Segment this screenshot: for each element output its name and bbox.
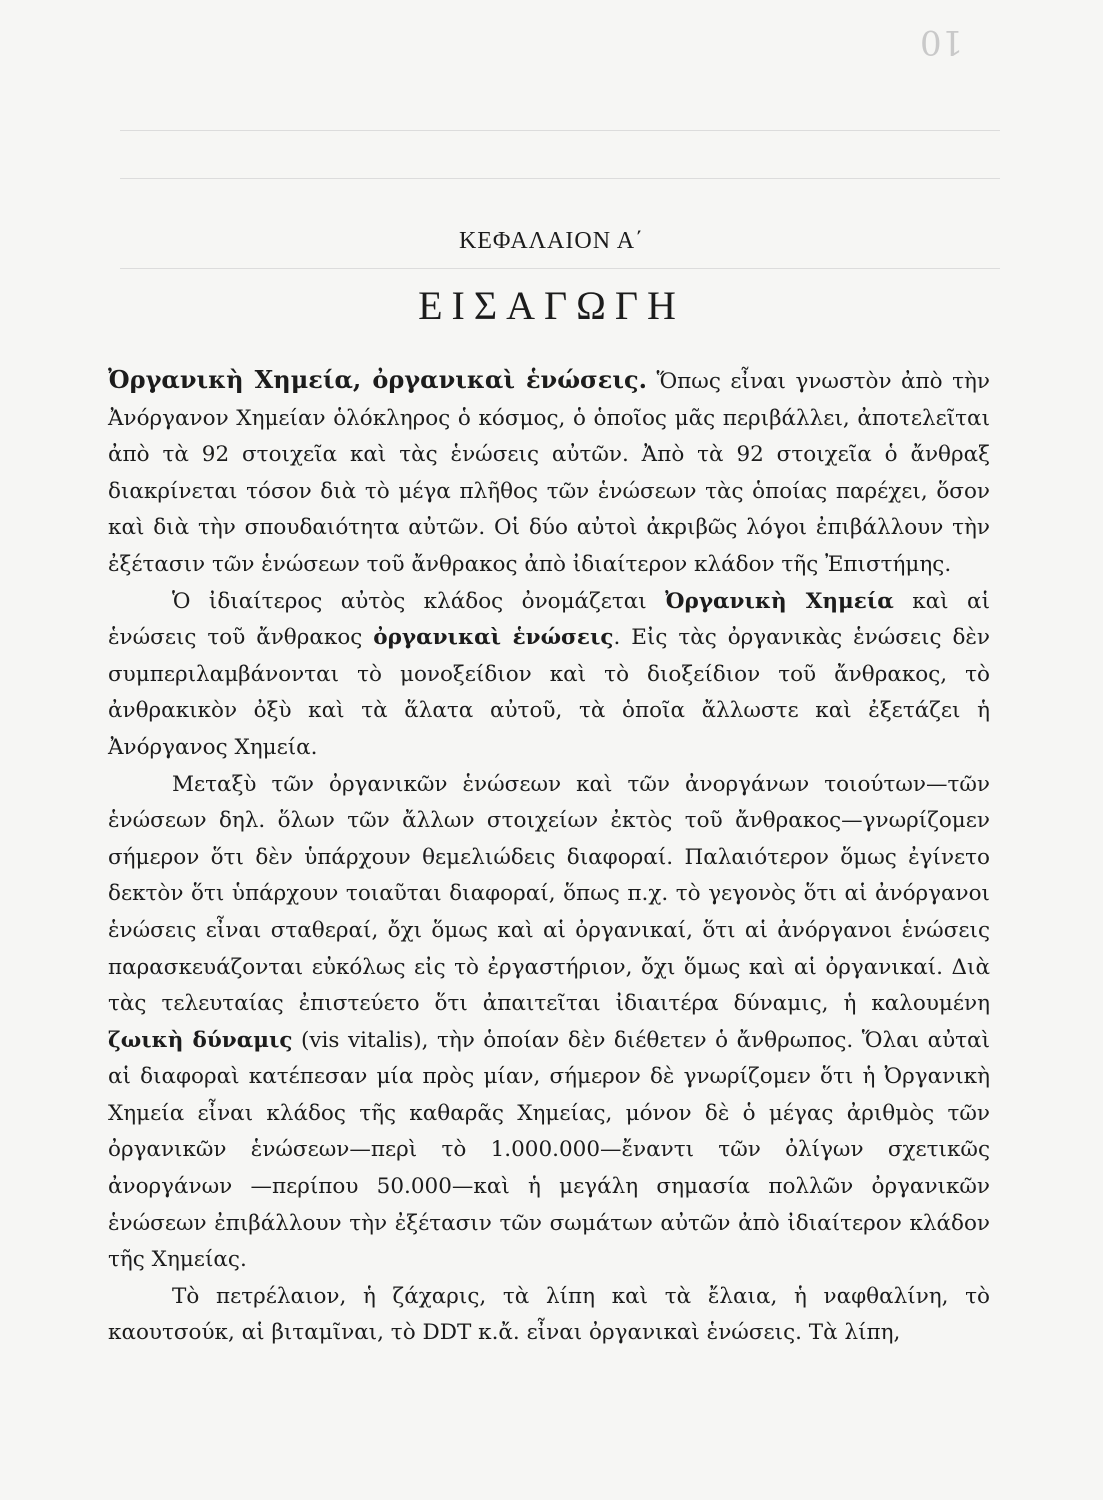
bold-term: ζωικὴ δύναμις	[108, 1027, 293, 1053]
page-number: 10	[919, 22, 963, 62]
bold-term: Ὀργανικὴ Χημεία	[665, 588, 894, 614]
section-heading: Ὀργανικὴ Χημεία, ὀργανικαὶ ἑνώσεις.	[108, 365, 647, 394]
paragraph-4	[108, 1279, 990, 1352]
bleed-through-line	[120, 268, 1000, 269]
body-text	[108, 362, 990, 1352]
paragraph-text: Τὸ πετρέλαιον, ἡ ζάχαρις, τὰ λίπη καὶ τὰ ἔλαια, ἡ ναφθαλίνη, τὸ καουτσούκ, αἱ βιταμῖναι, τὸ DDT κ.ἄ. εἶναι ὀργανικαὶ ἑνώσεις. Τὰ λίπη,	[108, 1283, 990, 1346]
paragraph-1	[108, 362, 990, 584]
paragraph-2	[108, 584, 990, 767]
bleed-through-line	[120, 178, 1000, 179]
paragraph-text: Ὁ ἰδιαίτερος αὐτὸς κλάδος ὀνομάζεται	[172, 588, 666, 614]
paragraph-text: καὶ αἱ ἑνώσεις τοῦ ἄνθρακος	[108, 588, 990, 651]
bold-term: ὀργανικαὶ ἑνώσεις	[373, 625, 614, 651]
chapter-label: ΚΕΦΑΛΑΙΟΝ Α΄	[458, 228, 645, 254]
paragraph-3	[108, 767, 990, 1279]
paragraph-text: Μεταξὺ τῶν ὀργανικῶν ἑνώσεων καὶ τῶν ἀνοργάνων τοιούτων—τῶν ἑνώσεων δηλ. ὅλων τῶν ἄλλων στοιχείων ἐκτὸς τοῦ ἄνθρακος—γνωρίζομεν σήμερον ὅτι δὲν ὑπάρχουν θεμελιώδεις διαφοραί. Παλαιότερον ὅμως ἐγίνετο δεκτὸν ὅτι ὑπάρχουν τοιαῦται διαφοραί, ὅπως π.χ. τὸ γεγονὸς ὅτι αἱ ἀνόργανοι ἑνώσεις εἶναι σταθεραί, ὄχι ὅμως καὶ αἱ ὀργανικαί, ὅτι αἱ ἀνόργανοι ἑνώσεις παρασκευάζονται εὐκόλως εἰς τὸ ἐργαστήριον, ὄχι ὅμως καὶ αἱ ὀργανικαί. Διὰ τὰς τελευταίας ἐπιστεύετο ὅτι ἀπαιτεῖται ἰδιαιτέρα δύναμις, ἡ καλουμένη	[108, 771, 990, 1017]
paragraph-text: Ὅπως εἶναι γνωστὸν ἀπὸ τὴν Ἀνόργανον Χημείαν ὁλόκληρος ὁ κόσμος, ὁ ὁποῖος μᾶς περιβάλλει, ἀποτελεῖται ἀπὸ τὰ 92 στοιχεῖα καὶ τὰς ἑνώσεις αὐτῶν. Ἀπὸ τὰ 92 στοιχεῖα ὁ ἄνθραξ διακρίνεται τόσον διὰ τὸ μέγα πλῆθος τῶν ἑνώσεων τὰς ὁποίας παρέχει, ὅσον καὶ διὰ τὴν σπουδαιότητα αὐτῶν. Οἱ δύο αὐτοὶ ἀκριβῶς λόγοι ἐπιβάλλουν τὴν ἐξέτασιν τῶν ἑνώσεων τοῦ ἄνθρακος ἀπὸ ἰδιαίτερον κλάδον τῆς Ἐπιστήμης.	[108, 369, 990, 577]
paragraph-text: (vis vitalis), τὴν ὁποίαν δὲν διέθετεν ὁ ἄνθρωπος. Ὅλαι αὐταὶ αἱ διαφοραὶ κατέπεσαν μία πρὸς μίαν, σήμερον δὲ γνωρίζομεν ὅτι ἡ Ὀργανικὴ Χημεία εἶναι κλάδος τῆς καθαρᾶς Χημείας, μόνον δὲ ὁ μέγας ἀριθμὸς τῶν ὀργανικῶν ἑνώσεων—περὶ τὸ 1.000.000—ἔναντι τῶν ὀλίγων σχετικῶς ἀνοργάνων —περίπου 50.000—καὶ ἡ μεγάλη σημασία πολλῶν ὀργανικῶν ἑνώσεων ἐπιβάλλουν τὴν ἐξέτασιν τῶν σωμάτων αὐτῶν ἀπὸ ἰδιαίτερον κλάδον τῆς Χημείας.	[108, 1027, 990, 1273]
bleed-through-line	[120, 130, 1000, 131]
paragraph-text: . Εἰς τὰς ὀργανικὰς ἑνώσεις δὲν συμπεριλαμβάνονται τὸ μονοξείδιον καὶ τὸ διοξείδιον τοῦ ἄνθρακος, τὸ ἀνθρακικὸν ὀξὺ καὶ τὰ ἅλατα αὐτοῦ, τὰ ὁποῖα ἄλλωστε καὶ ἐξετάζει ἡ Ἀνόργανος Χημεία.	[108, 625, 990, 760]
chapter-title: ΕΙΣΑΓΩΓΗ	[418, 283, 685, 328]
